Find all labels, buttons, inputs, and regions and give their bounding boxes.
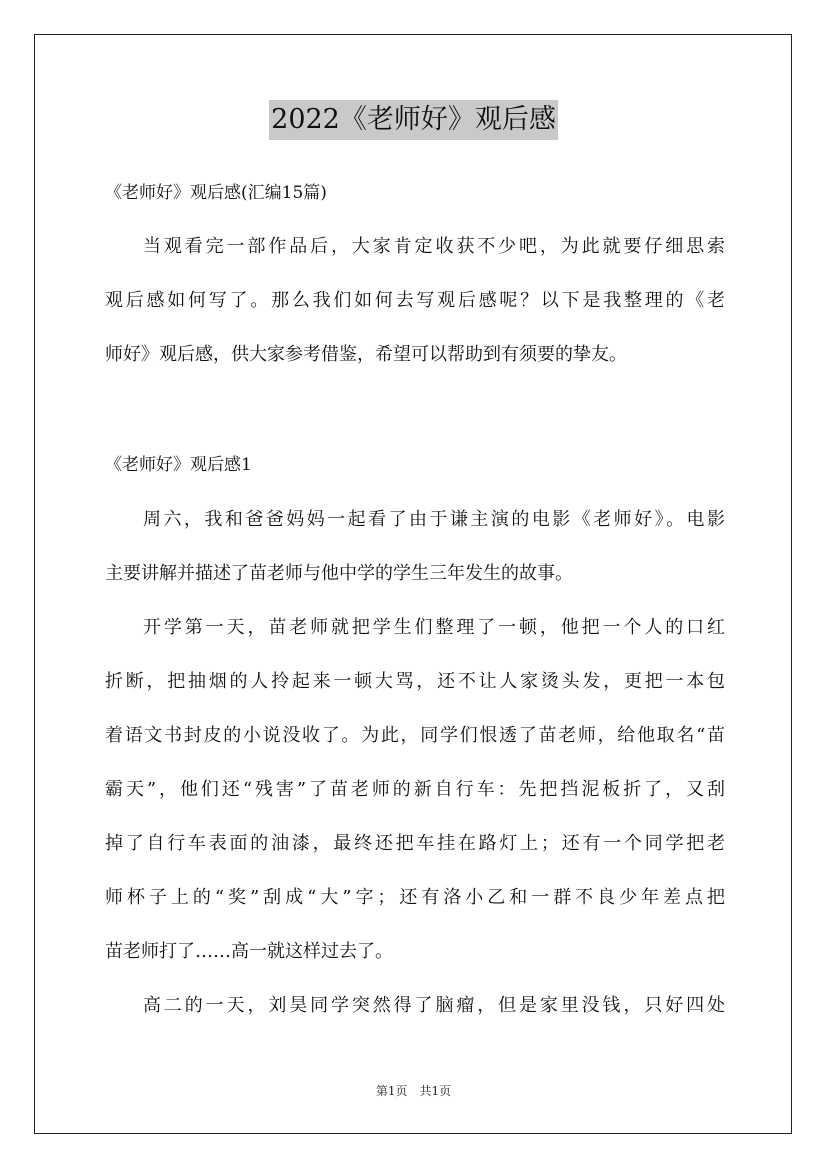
page-footer: 第1页 共1页 bbox=[375, 1084, 452, 1098]
document-subtitle: 《老师好》观后感(汇编15篇) bbox=[105, 183, 327, 203]
paragraph2-line-6: 师杯子上的“奖”刮成“大”字；还有洛小乙和一群不良少年差点把 bbox=[105, 887, 725, 908]
paragraph2-line-7: 苗老师打了……高一就这样过去了。 bbox=[105, 941, 393, 962]
intro-line-1: 当观看完一部作品后，大家肯定收获不少吧，为此就要仔细思索 bbox=[143, 236, 725, 257]
paragraph2-line-5: 掉了自行车表面的油漆，最终还把车挂在路灯上；还有一个同学把老 bbox=[105, 833, 725, 854]
paragraph2-line-4: 霸天”，他们还“残害”了苗老师的新自行车：先把挡泥板折了，又刮 bbox=[105, 779, 725, 800]
paragraph2-line-3: 着语文书封皮的小说没收了。为此，同学们恨透了苗老师，给他取名“苗 bbox=[105, 725, 725, 746]
paragraph1-line-1: 周六，我和爸爸妈妈一起看了由于谦主演的电影《老师好》。电影 bbox=[143, 509, 725, 530]
document-title: 2022《老师好》观后感 bbox=[269, 100, 558, 140]
paragraph1-line-2: 主要讲解并描述了苗老师与他中学的学生三年发生的故事。 bbox=[105, 563, 573, 584]
section-heading: 《老师好》观后感1 bbox=[105, 455, 252, 475]
paragraph3-line-1: 高二的一天，刘昊同学突然得了脑瘤，但是家里没钱，只好四处 bbox=[143, 995, 725, 1016]
paragraph2-line-2: 折断，把抽烟的人拎起来一顿大骂，还不让人家烫头发，更把一本包 bbox=[105, 671, 725, 692]
paragraph2-line-1: 开学第一天，苗老师就把学生们整理了一顿，他把一个人的口红 bbox=[143, 617, 725, 638]
title-container bbox=[0, 100, 827, 140]
intro-line-3: 师好》观后感，供大家参考借鉴，希望可以帮助到有须要的挚友。 bbox=[105, 344, 627, 365]
intro-line-2: 观后感如何写了。那么我们如何去写观后感呢？以下是我整理的《老 bbox=[105, 290, 725, 311]
